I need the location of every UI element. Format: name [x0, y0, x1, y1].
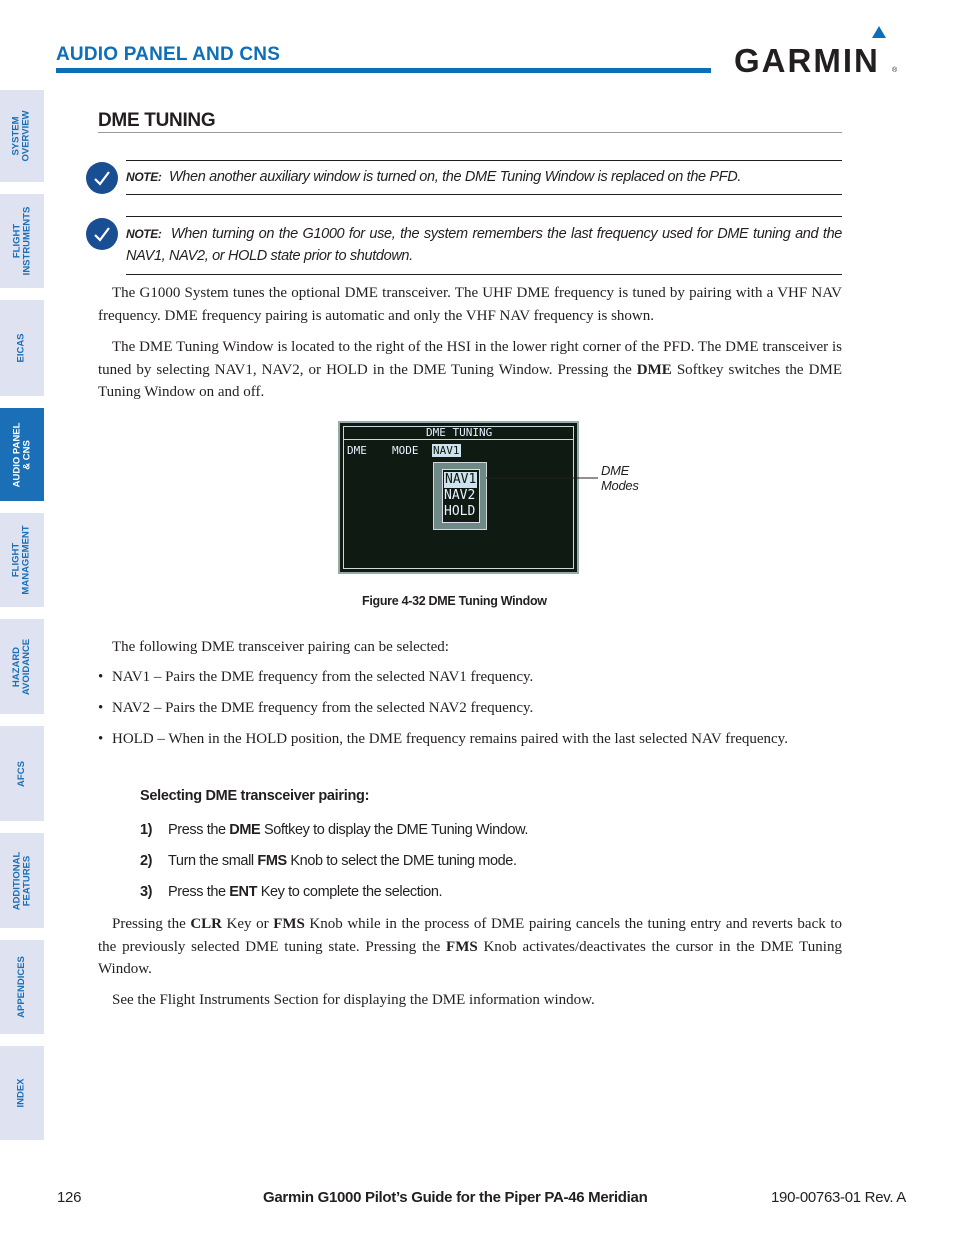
note-2-text: NOTE: When turning on the G1000 for use, the system remembers the last frequency used for DME tuning and the NAV1, NAV2, or HOLD state prior to shutdown. [126, 226, 843, 264]
tab-flight-management[interactable]: FLIGHT MANAGEMENT [0, 513, 44, 607]
header-section-title: AUDIO PANEL AND CNS [56, 44, 281, 65]
footer-title: Garmin G1000 Pilot’s Guide for the Piper PA-46 Meridian [263, 1189, 648, 1206]
tab-eicas[interactable]: EICAS [0, 300, 44, 396]
list-item: • NAV1 – Pairs the DME frequency from the selected NAV1 frequency. [98, 669, 534, 685]
procedure-step: 3) Press the ENT Key to complete the selection. [140, 884, 443, 900]
tab-system-overview[interactable]: SYSTEM OVERVIEW [0, 90, 44, 182]
paragraph-3: The following DME transceiver pairing can be selected: [112, 639, 449, 655]
svg-text:GARMIN: GARMIN [734, 42, 880, 76]
tab-additional-features[interactable]: ADDITIONAL FEATURES [0, 833, 44, 928]
paragraph-1: The G1000 System tunes the optional DME transceiver. The UHF DME frequency is tuned by pairing with a VHF NAV frequency. DME frequency pairing is automatic and only the VHF NAV frequency is shown. [98, 285, 842, 324]
tab-hazard-avoidance[interactable]: HAZARD AVOIDANCE [0, 619, 44, 714]
header-rule [56, 68, 711, 73]
note-pencil-icon [86, 218, 118, 250]
option-nav2[interactable]: NAV2 [444, 488, 476, 503]
tab-audio-panel-cns[interactable]: AUDIO PANEL & CNS [0, 408, 44, 501]
list-item: • NAV2 – Pairs the DME frequency from the selected NAV2 frequency. [98, 700, 534, 716]
tab-afcs[interactable]: AFCS [0, 726, 44, 821]
callout-leader-line [486, 475, 598, 481]
dme-label: DME [347, 444, 367, 457]
mode-label: MODE [392, 444, 419, 457]
garmin-logo [734, 26, 899, 76]
figure-callout: DME Modes [601, 463, 639, 493]
note-2 [86, 216, 842, 276]
dme-window-title: DME TUNING [426, 426, 493, 439]
procedure-title: Selecting DME transceiver pairing: [140, 788, 370, 804]
note-1-text: NOTE: When another auxiliary window is turned on, the DME Tuning Window is replaced on the PFD. [126, 169, 742, 185]
page-number: 126 [57, 1189, 82, 1206]
tab-index[interactable]: INDEX [0, 1046, 44, 1140]
list-item: • HOLD – When in the HOLD position, the DME frequency remains paired with the last selected NAV frequency. [98, 731, 788, 747]
paragraph-5: See the Flight Instruments Section for displaying the DME information window. [112, 992, 595, 1008]
option-nav1[interactable]: NAV1 [445, 472, 477, 487]
option-hold[interactable]: HOLD [444, 504, 476, 519]
paragraph-2: The DME Tuning Window is located to the right of the HSI in the lower right corner of the PFD. The DME transceiver is tuned by selecting NAV1, NAV2, or HOLD in the DME Tuning Window. Pressing the DME Softkey switches the DME Tuning Window on and off. [98, 339, 842, 400]
tab-appendices[interactable]: APPENDICES [0, 940, 44, 1034]
tab-flight-instruments[interactable]: FLIGHT INSTRUMENTS [0, 194, 44, 288]
side-tabs [0, 0, 44, 1235]
note-1 [86, 160, 842, 196]
section-rule [98, 132, 842, 133]
procedure-step: 1) Press the DME Softkey to display the DME Tuning Window. [140, 822, 529, 838]
procedure-step: 2) Turn the small FMS Knob to select the DME tuning mode. [140, 853, 517, 869]
section-title: DME TUNING [98, 110, 216, 131]
note-pencil-icon [86, 162, 118, 194]
dme-tuning-window-figure [338, 421, 579, 574]
footer-doc-number: 190-00763-01 Rev. A [771, 1189, 906, 1206]
figure-caption: Figure 4-32 DME Tuning Window [362, 594, 547, 608]
dme-mode-popup [433, 462, 487, 530]
paragraph-4: Pressing the CLR Key or FMS Knob while in the process of DME pairing cancels the tuning entry and reverts back to the previously selected DME tuning state. Pressing the FMS Knob activates/deactivates the cursor in the DME Tuning Window. [98, 916, 842, 977]
svg-text:®: ® [892, 67, 898, 74]
mode-value-selected[interactable]: NAV1 [433, 444, 460, 457]
